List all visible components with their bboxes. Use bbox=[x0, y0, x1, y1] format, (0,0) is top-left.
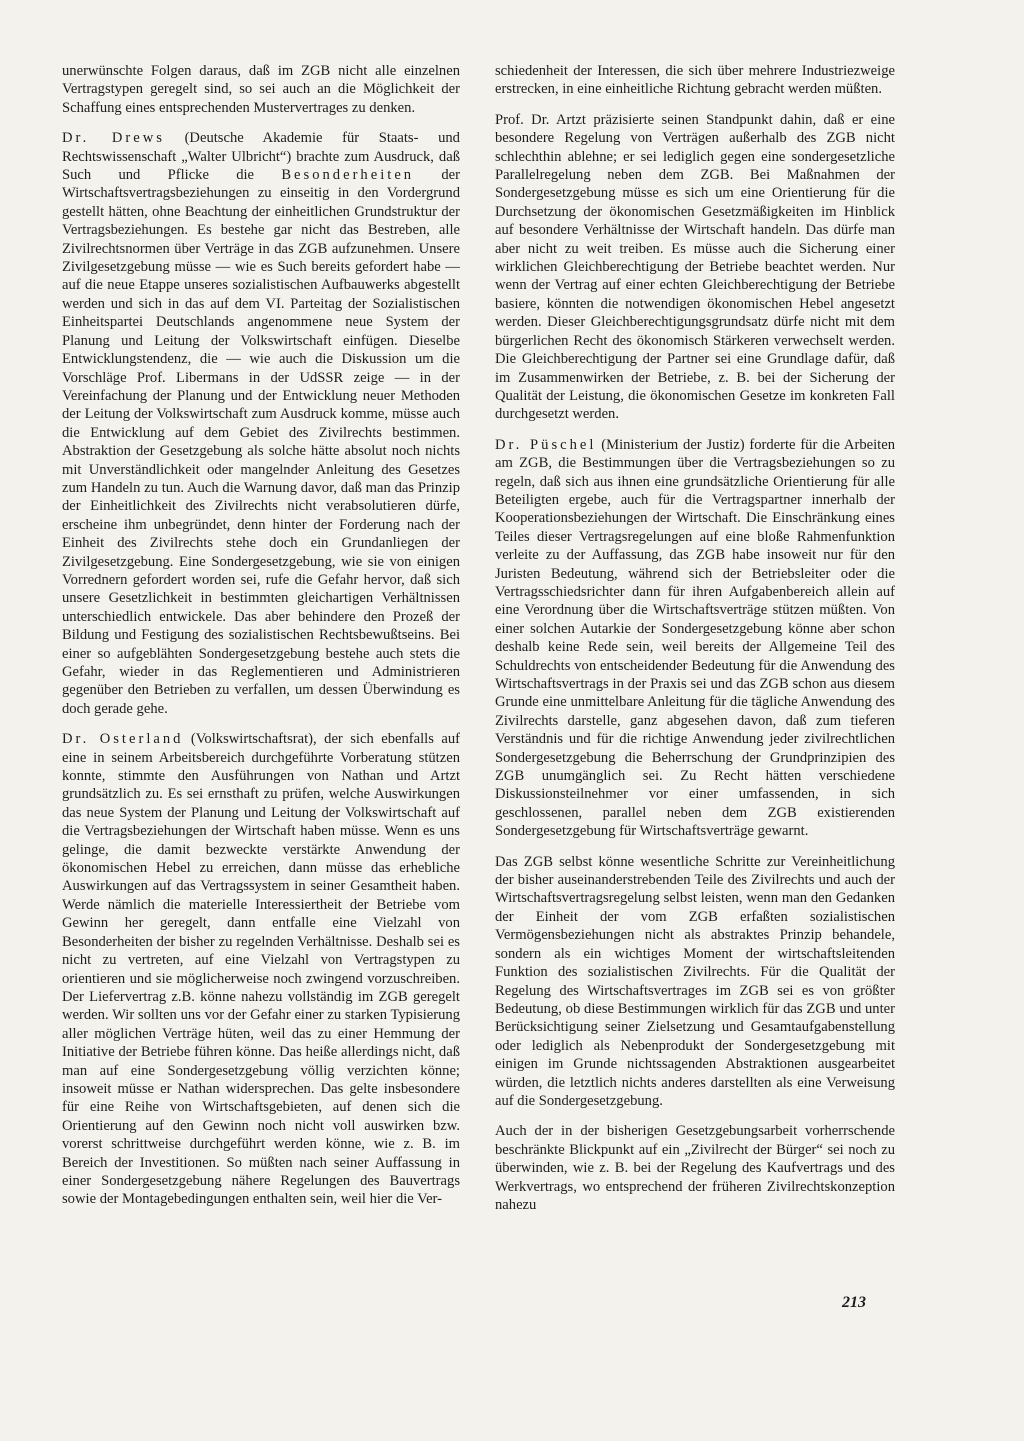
paragraph: schiedenheit der Interessen, die sich über mehrere Industriezweige erstrecken, in eine einheitliche Richtung gebracht werden müßten. bbox=[495, 63, 895, 98]
paragraph: Prof. Dr. Artzt präzisierte seinen Standpunkt dahin, daß er eine besondere Regelung von Verträgen außerhalb des ZGB nicht schlechthin ablehne; er sei lediglich gegen eine sondergesetzliche Parallelregelung neben dem ZGB. Bei Maßnahmen der Sondergesetzgebung müsse es sich um eine Orientierung für die Durchsetzung der ökonomischen Gesetzmäßigkeiten im Hinblick auf besondere Verhältnisse der Wirtschaft handeln. Das dürfe man aber nicht zu weit treiben. Es müsse auch die Sicherung einer wirklichen Gleichberechtigung der Betriebe beachtet werden. Nur wenn der Vertrag auf einer echten Gleichberechtigung der Betriebe basiere, könnten die notwendigen ökonomischen Hebel angesetzt werden. Dieser Gleichberechtigungsgrundsatz dürfe nicht mit dem bürgerlichen Recht des ökonomisch Stärkeren verwechselt werden. Die Gleichberechtigung der Partner sei eine Grundlage dafür, daß im Zusammenwirken der Betriebe, z. B. bei der Sicherung der Qualität der Leistung, die ökonomischen Gesetze im konkreten Fall durchgesetzt werden. bbox=[495, 111, 895, 423]
paragraph bbox=[62, 129, 460, 718]
paragraph bbox=[495, 436, 895, 841]
paragraph-text: (Ministerium der Justiz) forderte für die Arbeiten am ZGB, die Bestimmungen über die Vertragsbeziehungen so zu regeln, daß sich aus ihnen eine grundsätzliche Orientierung für alle Beteiligten ergebe, auch für die Vertragspartner innerhalb der Kooperationsbeziehungen der Wirtschaft. Die Einschränkung eines Teiles dieser Vertragsregelungen auf eine bloße Rahmenfunktion verleite zu der Auffassung, das ZGB habe insoweit nur für den Juristen Bedeutung, während sich der Betriebsleiter oder die Vertragsschiedsrichter dann für ihren Aufgabenbereich allein auf eine Verordnung über die Wirtschaftsverträge stützen müßten. Von einer solchen Autarkie der Sondergesetzgebung könne aber schon deshalb keine Rede sein, weil bereits der Allgemeine Teil des Schuldrechts von entscheidender Bedeutung für die Anwendung des Wirtschaftsvertrags in der Praxis sei und das ZGB schon aus diesem Grunde eine unmittelbare Anleitung für die tägliche Anwendung des Zivilrechts darstelle, ganz abgesehen davon, daß zum tieferen Verständnis und für die richtige Anwendung jeder zivilrechtlichen Sondergesetzgebung die Beherrschung der Grundprinzipien des ZGB unumgänglich sei. Zu Recht hätten verschiedene Diskussionsteilnehmer vor einer umfassenden, in sich geschlossenen, parallel neben dem ZGB existierenden Sondergesetzgebung für Wirtschaftsverträge gewarnt. bbox=[495, 436, 895, 840]
paragraph: Das ZGB selbst könne wesentliche Schritte zur Vereinheitlichung der bisher auseinanderstrebenden Teile des Zivilrechts und auch der Wirtschaftsvertragsregelung selbst leisten, wenn man den Gedanken der Einheit der vom ZGB erfaßten sozialistischen Vermögensbeziehungen nicht als abstraktes Prinzip behandele, sondern als ein wichtiges Moment der wirtschaftsleitenden Funktion des sozialistischen Zivilrechts. Für die Qualität der Regelung des Wirtschaftsvertrages im ZGB sei es von größter Bedeutung, ob diese Bestimmungen wirklich für das ZGB und unter Berücksichtigung seiner Zielsetzung und Gesamtaufgabenstellung oder lediglich als Nebenprodukt der Sondergesetzgebung mit einigen im Grunde nichtssagenden Abstraktionen ausgearbeitet würden, die letztlich nichts anderes darstellten als eine Verweisung auf die Sondergesetzgebung. bbox=[495, 853, 895, 1109]
paragraph-text: (Volkswirtschaftsrat), der sich ebenfalls auf eine in seinem Arbeitsbereich durchgeführte Vorberatung stützen konnte, stimmte den Ausführungen von Nathan und Artzt grundsätzlich zu. Es sei ernsthaft zu prüfen, welche Auswirkungen das neue System der Planung und Leitung der Volkswirtschaft auf die Vertragsbeziehungen der Wirtschaft haben müsse. Wenn es uns gelinge, die damit bezweckte verstärkte Anwendung der ökonomischen Hebel zu erreichen, dann müsse das erhebliche Auswirkungen auf das Vertragssystem in seiner Gesamtheit haben. Werde nämlich die materielle Interessiertheit der Betriebe vom Gewinn her geregelt, dann entfalle eine Vielzahl von Besonderheiten der bisher zu regelnden Verhältnisse. Deshalb sei es nicht zu vertreten, auf eine Vielzahl von Vertragstypen zu orientieren und sie möglicherweise noch zwingend vorzuschreiben. Der Liefervertrag z.B. könne nahezu vollständig im ZGB geregelt werden. Wir sollten uns vor der Gefahr einer zu starken Typisierung aller möglichen Verträge hüten, weil das zu einer Hemmung der Initiative der Betriebe führen könne. Das heiße allerdings nicht, daß man auf eine Sondergesetzgebung völlig verzichten könne; insoweit müsse er Nathan widersprechen. Das gelte insbesondere für eine Reihe von Wirtschaftsgebieten, auf denen sich die Orientierung auf den Gewinn noch nicht voll auswirken bzw. vorerst schrittweise durchgeführt werden könne, wie z. B. im Bereich der Investitionen. So müßten nach seiner Auffassung in einer Sondergesetzgebung nähere Regelungen des Bauvertrags sowie der Montagebedingungen enthalten sein, weil hier die Ver- bbox=[62, 731, 460, 1208]
emphasized-term: Besonderheiten bbox=[281, 167, 415, 184]
speaker-name: Dr. Osterland bbox=[62, 731, 184, 748]
paragraph: Auch der in der bisherigen Gesetzgebungsarbeit vorherrschende beschränkte Blickpunkt auf ein „Zivilrecht der Bürger“ sei noch zu überwinden, wie z. B. bei der Regelung des Kaufvertrags und des Werkvertrags, wo entsprechend der früheren Zivilrechtskonzeption nahezu bbox=[495, 1123, 895, 1213]
right-column bbox=[495, 62, 895, 1226]
speaker-name: Dr. Püschel bbox=[495, 436, 597, 453]
page-number: 213 bbox=[842, 1294, 866, 1311]
paragraph-text: der Wirtschaftsvertragsbeziehungen zu einseitig in den Vordergrund gestellt hätten, ohne Beachtung der einheitlichen Grundstruktur der Vertragsbeziehungen. Es bestehe gar nicht das Bestreben, alle Zivilrechtsnormen über Verträge in das ZGB aufzunehmen. Unsere Zivilgesetzgebung müsse — wie es Such bereits gefordert habe — auf die neue Etappe unseres sozialistischen Aufbauwerks abgestellt werden und sich in das auf dem VI. Parteitag der Sozialistischen Einheitspartei Deutschlands angenommene neue System der Planung und Leitung der Volkswirtschaft einfügen. Dieselbe Entwicklungstendenz, die — wie auch die Diskussion um die Vorschläge Prof. Libermans in der UdSSR zeige — in der Vereinfachung der Planung und der Entwicklung neuer Methoden der Leitung der Volkswirtschaft zum Ausdruck komme, müsse auch die Entwicklung auf dem Gebiet des Zivilrechts bestimmen. Abstraktion der Gesetzgebung als solche hätte absolut noch nichts mit Unverständlichkeit oder mangelnder Anleitung des Gesetzes zum Handeln zu tun. Auch die Warnung davor, daß man das Prinzip der Einheitlichkeit des Zivilrechts nicht verabsolutieren dürfe, erscheine ihm unbegründet, denn hinter der Forderung nach der Einheit des Zivilrechts stehe doch ein Grundanliegen der Zivilgesetzgebung. Eine Sondergesetzgebung, wie sie von einigen Vorrednern gefordert worden sei, rufe die Gefahr hervor, daß sich unsere Gesetzlichkeit in bestimmten gleichartigen Verhältnissen unterschiedlich entwickele. Das aber behindere den Prozeß der Bildung und Festigung des sozialistischen Rechtsbewußtseins. Bei einer so aufgeblähten Sondergesetzgebung bestehe auch stets die Gefahr, wieder in das Reglementieren und Administrieren gegenüber den Betrieben zu verfallen, um dessen Überwindung es doch gerade gehe. bbox=[62, 167, 460, 717]
paragraph: unerwünschte Folgen daraus, daß im ZGB nicht alle einzelnen Vertragstypen geregelt sind, so sei auch an die Möglichkeit der Schaffung eines entsprechenden Mustervertrages zu denken. bbox=[62, 63, 460, 116]
speaker-name: Dr. Drews bbox=[62, 130, 165, 147]
paragraph bbox=[62, 730, 460, 1209]
paragraph-text: (Deutsche Akademie für Staats- und Rechtswissenschaft „Walter Ulbricht“) brachte zum Ausdruck, daß Such und Pflicke die bbox=[62, 130, 460, 184]
left-column bbox=[62, 62, 460, 1221]
